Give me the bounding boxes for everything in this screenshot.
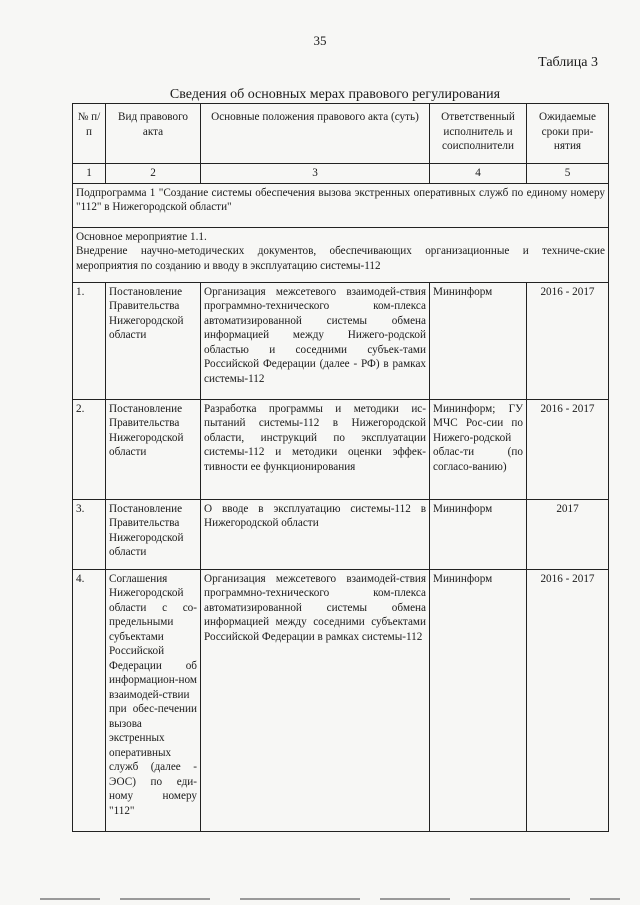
row-number: 1. (73, 282, 106, 399)
act-content: Организация межсетевого взаимодей-ствия программно-технического ком-плекса автоматизированной системы обмена информацией между Нижего-родской областью и соседними субъек-тами Российской Федерации (далее - РФ) в рамках системы-112 (201, 282, 430, 399)
column-number: 4 (430, 164, 527, 184)
act-type: Постановление Правительства Нижегородской области (106, 282, 201, 399)
main-event-row (73, 227, 609, 282)
act-content: Разработка программы и методики ис-пытаний системы-112 в Нижегородской области, инструкций по эксплуатации системы-112 и методики оценки эффек-тивности ее функционирования (201, 399, 430, 499)
header-term: Ожидаемые сроки при-нятия (527, 104, 609, 164)
table-row (73, 282, 609, 399)
executor: Мининформ (430, 499, 527, 569)
executor: Мининформ (430, 569, 527, 831)
row-number: 4. (73, 569, 106, 831)
term: 2016 - 2017 (527, 569, 609, 831)
act-type: Постановление Правительства Нижегородской области (106, 499, 201, 569)
main-event-cell (73, 227, 609, 282)
header-row (73, 104, 609, 164)
subprogram-row (73, 183, 609, 227)
executor: Мининформ; ГУ МЧС Рос-сии по Нижего-родской облас-ти (по согласо-ванию) (430, 399, 527, 499)
header-num: № п/п (73, 104, 106, 164)
column-number-row (73, 164, 609, 184)
term: 2016 - 2017 (527, 399, 609, 499)
page-number: 35 (313, 33, 327, 48)
scan-artifact-marks (0, 896, 640, 902)
row-number: 2. (73, 399, 106, 499)
term: 2017 (527, 499, 609, 569)
act-type: Соглашения Нижегородской области с со-предельными субъектами Российской Федерации об информацион-ном взаимодей-ствии при обес-печении вызова экстренных оперативных служб (далее - ЭОС) по еди-ному номеру "112" (106, 569, 201, 831)
table-row (73, 569, 609, 831)
header-executor: Ответственный исполнитель и соисполнители (430, 104, 527, 164)
table-row (73, 399, 609, 499)
header-act-type: Вид правового акта (106, 104, 201, 164)
subprogram-text: Подпрограмма 1 "Создание системы обеспечения вызова экстренных оперативных служб по единому номеру "112" в Нижегородской области" (73, 183, 609, 227)
table-row (73, 499, 609, 569)
main-event-text: Внедрение научно-методических документов, обеспечивающих организационные и техниче-ские мероприятия по созданию и вводу в эксплуатацию системы-112 (76, 245, 605, 272)
term: 2016 - 2017 (527, 282, 609, 399)
act-content: О вводе в эксплуатацию системы-112 в Нижегородской области (201, 499, 430, 569)
executor: Мининформ (430, 282, 527, 399)
column-number: 3 (201, 164, 430, 184)
column-number: 1 (73, 164, 106, 184)
act-type: Постановление Правительства Нижегородской области (106, 399, 201, 499)
column-number: 5 (527, 164, 609, 184)
column-number: 2 (106, 164, 201, 184)
legal-measures-table (72, 103, 609, 832)
header-content: Основные положения правового акта (суть) (201, 104, 430, 164)
act-content: Организация межсетевого взаимодей-ствия программно-технического ком-плекса автоматизированной системы обмена информацией между соседними субъектами Российской Федерации в рамках системы-112 (201, 569, 430, 831)
table-label: Таблица 3 (538, 55, 598, 70)
table-title: Сведения об основных мерах правового регулирования (169, 87, 501, 102)
main-event-title: Основное мероприятие 1.1. (76, 230, 207, 243)
row-number: 3. (73, 499, 106, 569)
